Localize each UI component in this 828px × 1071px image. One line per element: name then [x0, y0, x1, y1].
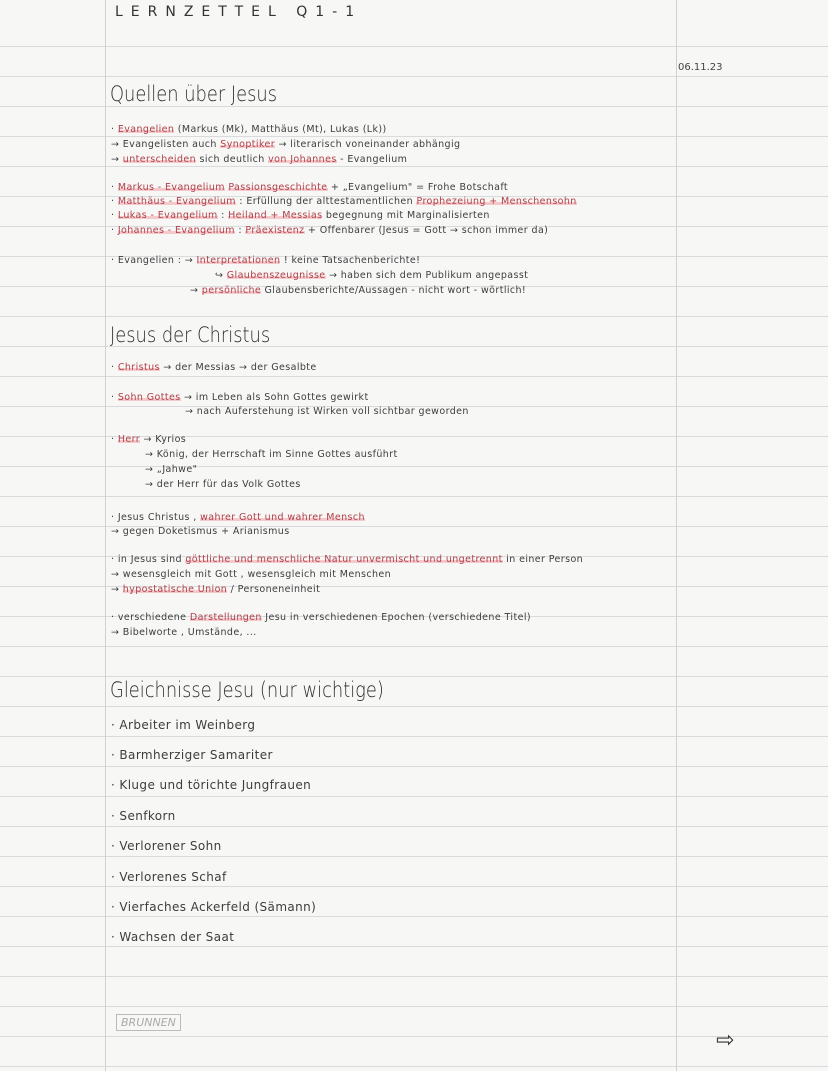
- note-text: → gegen Doketismus + Arianismus: [111, 526, 290, 537]
- note-text: → haben sich dem Publikum angepasst: [325, 270, 529, 281]
- note-line: [111, 627, 257, 638]
- note-text: · Arbeiter im Weinberg: [111, 718, 256, 732]
- highlighted-text: Matthäus - Evangelium: [117, 196, 236, 207]
- highlighted-text: Prophezeiung + Menschensohn: [416, 196, 577, 207]
- note-text: → literarisch voneinander abhängig: [275, 139, 461, 150]
- note-text: · Jesus Christus ,: [111, 512, 201, 523]
- highlighted-text: Christus: [117, 362, 160, 373]
- note-text: → im Leben als Sohn Gottes gewirkt: [180, 392, 369, 403]
- note-text: · Verlorenes Schaf: [111, 870, 227, 884]
- note-text: ·: [111, 225, 118, 236]
- note-text: ! keine Tatsachenberichte!: [280, 255, 421, 266]
- highlighted-text: von Johannes: [268, 154, 337, 165]
- note-text: begegnung mit Marginalisierten: [322, 210, 490, 221]
- note-text: →: [111, 154, 123, 165]
- note-text: ·: [111, 210, 118, 221]
- note-text: Jesu in verschiedenen Epochen (verschiedene Titel): [261, 612, 531, 623]
- note-text: → „Jahwe": [145, 464, 198, 475]
- note-text: ·: [111, 182, 118, 193]
- note-line: [145, 479, 301, 490]
- note-text: + „Evangelium" = Frohe Botschaft: [327, 182, 509, 193]
- note-line: [111, 196, 577, 207]
- highlighted-text: persönliche: [201, 285, 262, 296]
- note-text: ·: [111, 196, 118, 207]
- note-line: [145, 464, 197, 475]
- note-text: + Offenbarer (Jesus = Gott → schon immer da): [304, 225, 549, 236]
- highlighted-text: Evangelien: [117, 124, 175, 135]
- highlighted-text: Markus - Evangelium: [117, 182, 225, 193]
- note-text: ·: [111, 124, 118, 135]
- highlighted-text: hypostatische Union: [122, 584, 228, 595]
- note-text: · verschiedene: [111, 612, 190, 623]
- right-margin-line: [676, 0, 677, 1071]
- note-line: [111, 210, 490, 221]
- highlighted-text: Lukas - Evangelium: [117, 210, 218, 221]
- note-line: [111, 434, 186, 445]
- note-text: → Evangelisten auch: [111, 139, 221, 150]
- note-line: [111, 362, 317, 373]
- note-text: →: [111, 584, 123, 595]
- highlighted-text: Sohn Gottes: [117, 392, 181, 403]
- note-text: :: [234, 225, 246, 236]
- note-text: in einer Person: [502, 554, 584, 565]
- note-line: [190, 285, 526, 296]
- section-title-quellen: Quellen über Jesus: [110, 82, 278, 106]
- note-line: [111, 839, 222, 853]
- note-text: sich deutlich: [196, 154, 269, 165]
- note-line: [111, 748, 273, 762]
- note-text: · Senfkorn: [111, 809, 176, 823]
- note-text: ·: [111, 362, 118, 373]
- note-text: · Barmherziger Samariter: [111, 748, 273, 762]
- note-line: [145, 449, 398, 460]
- note-line: [111, 182, 508, 193]
- note-line: [111, 139, 460, 150]
- note-text: : Erfüllung der alttestamentlichen: [235, 196, 417, 207]
- highlighted-text: Präexistenz: [245, 225, 305, 236]
- highlighted-text: Darstellungen: [189, 612, 262, 623]
- note-text: · in Jesus sind: [111, 554, 186, 565]
- note-line: [111, 554, 583, 565]
- note-line: [111, 569, 391, 580]
- note-text: Glaubensberichte/Aussagen - nicht wort - wörtlich!: [261, 285, 527, 296]
- highlighted-text: Johannes - Evangelium: [117, 225, 235, 236]
- note-text: ↪: [215, 270, 227, 281]
- note-text: · Evangelien : →: [111, 255, 197, 266]
- note-line: [111, 718, 255, 732]
- highlighted-text: Synoptiker: [220, 139, 276, 150]
- note-line: [111, 526, 290, 537]
- note-line: [111, 870, 227, 884]
- note-text: →: [190, 285, 202, 296]
- arrow-right-outline-icon: ⇨: [716, 1028, 735, 1053]
- highlighted-text: unterscheiden: [122, 154, 197, 165]
- page-header: LERNZETTEL Q1-1: [115, 4, 363, 20]
- highlighted-text: Passionsgeschichte: [228, 182, 328, 193]
- note-text: · Wachsen der Saat: [111, 930, 235, 944]
- note-line: [215, 270, 528, 281]
- note-text: · Kluge und törichte Jungfrauen: [111, 778, 312, 792]
- note-text: (Markus (Mk), Matthäus (Mt), Lukas (Lk)): [174, 124, 387, 135]
- highlighted-text: wahrer Gott und wahrer Mensch: [200, 512, 365, 523]
- brand-logo: BRUNNEN: [116, 1014, 181, 1031]
- note-line: [111, 225, 548, 236]
- note-line: [111, 584, 320, 595]
- left-margin-line: [105, 0, 106, 1071]
- note-text: → nach Auferstehung ist Wirken voll sichtbar geworden: [185, 406, 469, 417]
- note-line: [185, 406, 469, 417]
- note-line: [111, 512, 365, 523]
- highlighted-text: göttliche und menschliche Natur unvermischt und ungetrennt: [185, 554, 503, 565]
- note-line: [111, 809, 176, 823]
- note-line: [111, 612, 531, 623]
- section-title-gleichnisse: Gleichnisse Jesu (nur wichtige): [110, 678, 384, 702]
- note-text: → der Herr für das Volk Gottes: [145, 479, 301, 490]
- note-text: → wesensgleich mit Gott , wesensgleich mit Menschen: [111, 569, 392, 580]
- highlighted-text: Herr: [117, 434, 141, 445]
- note-text: :: [217, 210, 229, 221]
- note-text: / Personeneinheit: [227, 584, 321, 595]
- highlighted-text: Interpretationen: [196, 255, 281, 266]
- note-text: → Bibelworte , Umstände, ...: [111, 627, 257, 638]
- note-line: [111, 255, 420, 266]
- note-line: [111, 154, 407, 165]
- note-line: [111, 930, 234, 944]
- note-line: [111, 778, 311, 792]
- highlighted-text: Glaubenszeugnisse: [226, 270, 326, 281]
- note-text: ·: [111, 434, 118, 445]
- note-text: ·: [111, 392, 118, 403]
- highlighted-text: Heiland + Messias: [228, 210, 323, 221]
- date: 06.11.23: [678, 62, 723, 73]
- note-text: → König, der Herrschaft im Sinne Gottes ausführt: [145, 449, 398, 460]
- note-text: - Evangelium: [336, 154, 408, 165]
- note-line: [111, 124, 387, 135]
- note-text: → Kyrios: [140, 434, 187, 445]
- note-line: [111, 392, 369, 403]
- note-text: → der Messias → der Gesalbte: [159, 362, 317, 373]
- note-line: [111, 900, 316, 914]
- note-text: · Vierfaches Ackerfeld (Sämann): [111, 900, 317, 914]
- note-text: · Verlorener Sohn: [111, 839, 222, 853]
- section-title-christus: Jesus der Christus: [110, 323, 271, 347]
